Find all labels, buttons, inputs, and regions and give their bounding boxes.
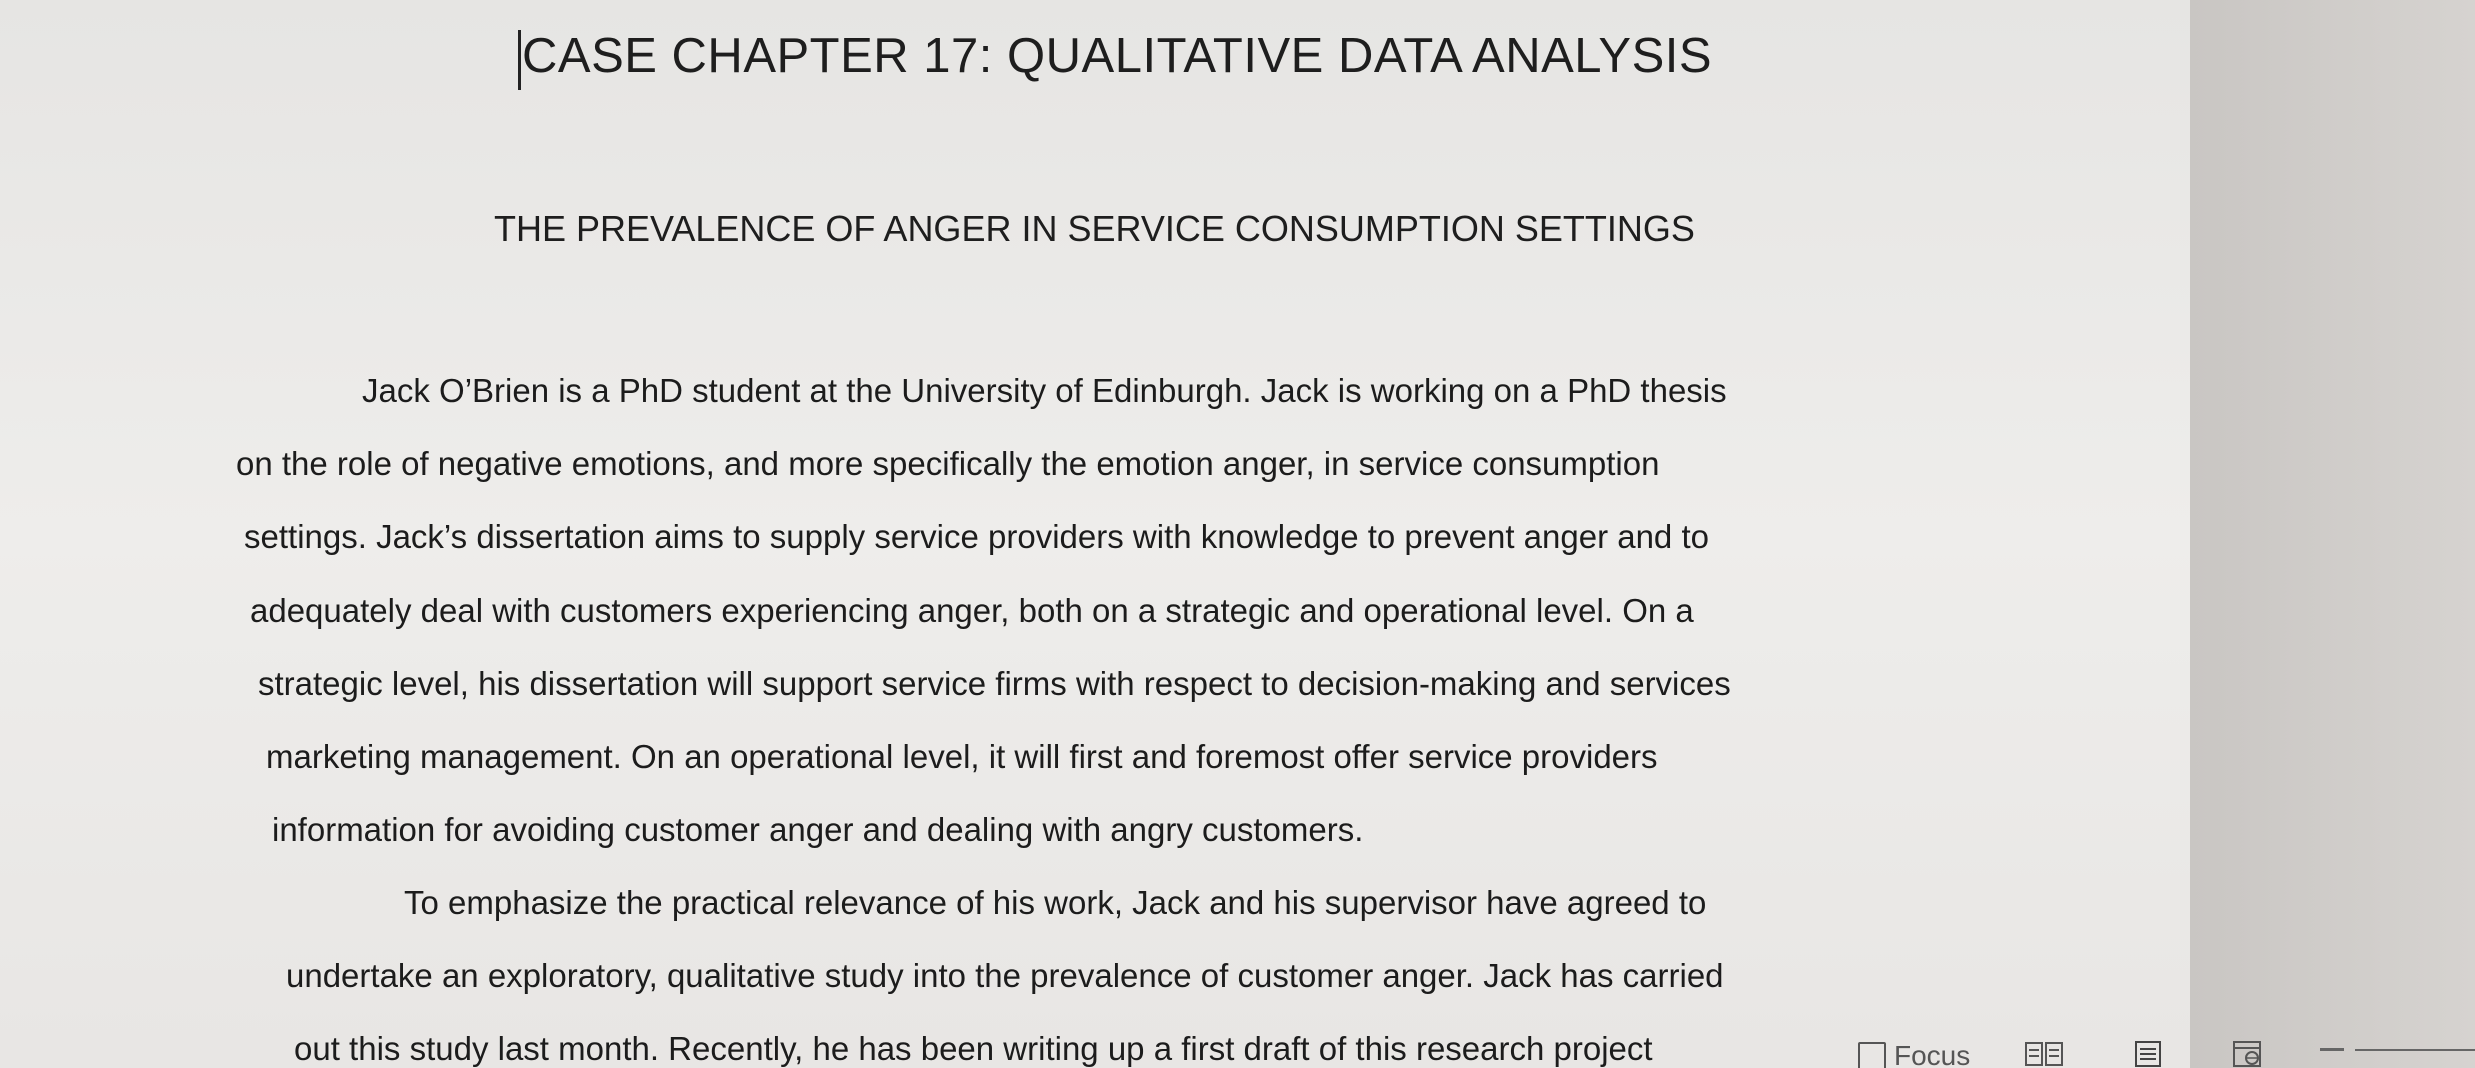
paragraph-line: on the role of negative emotions, and more specifically the emotion anger, in service consumption xyxy=(236,445,1660,482)
right-gutter xyxy=(2190,0,2475,1068)
focus-button[interactable] xyxy=(1858,1040,1970,1068)
web-layout-icon xyxy=(2226,1040,2270,1068)
read-mode-icon xyxy=(2022,1040,2066,1068)
paragraph-line: information for avoiding customer anger and dealing with angry customers. xyxy=(272,811,1364,848)
paragraph-line: undertake an exploratory, qualitative study into the prevalence of customer anger. Jack has carried xyxy=(286,957,1724,994)
read-mode-button[interactable] xyxy=(2022,1040,2066,1068)
chapter-title: CASE CHAPTER 17: QUALITATIVE DATA ANALYSIS xyxy=(522,29,1713,83)
case-title: THE PREVALENCE OF ANGER IN SERVICE CONSUMPTION SETTINGS xyxy=(494,208,1695,249)
focus-label: Focus xyxy=(1894,1040,1971,1068)
zoom-out-button[interactable] xyxy=(2320,1048,2344,1051)
paragraph-line: marketing management. On an operational level, it will first and foremost offer service providers xyxy=(266,738,1658,775)
paragraph-line: adequately deal with customers experiencing anger, both on a strategic and operational level. On a xyxy=(250,592,1694,629)
zoom-slider[interactable] xyxy=(2355,1049,2475,1051)
paragraph-line: Jack O’Brien is a PhD student at the University of Edinburgh. Jack is working on a PhD thesis xyxy=(362,372,1727,409)
focus-icon xyxy=(1858,1042,1886,1068)
print-layout-button[interactable] xyxy=(2126,1040,2170,1068)
paragraph-line: out this study last month. Recently, he has been writing up a first draft of this research project xyxy=(294,1030,1653,1067)
web-layout-button[interactable] xyxy=(2226,1040,2270,1068)
print-layout-icon xyxy=(2126,1040,2170,1068)
paragraph-line: settings. Jack’s dissertation aims to supply service providers with knowledge to prevent anger and to xyxy=(244,518,1709,555)
paragraph-line: To emphasize the practical relevance of his work, Jack and his supervisor have agreed to xyxy=(404,884,1707,921)
text-cursor xyxy=(518,30,521,90)
paragraph-line: strategic level, his dissertation will support service firms with respect to decision-making and services xyxy=(258,665,1731,702)
